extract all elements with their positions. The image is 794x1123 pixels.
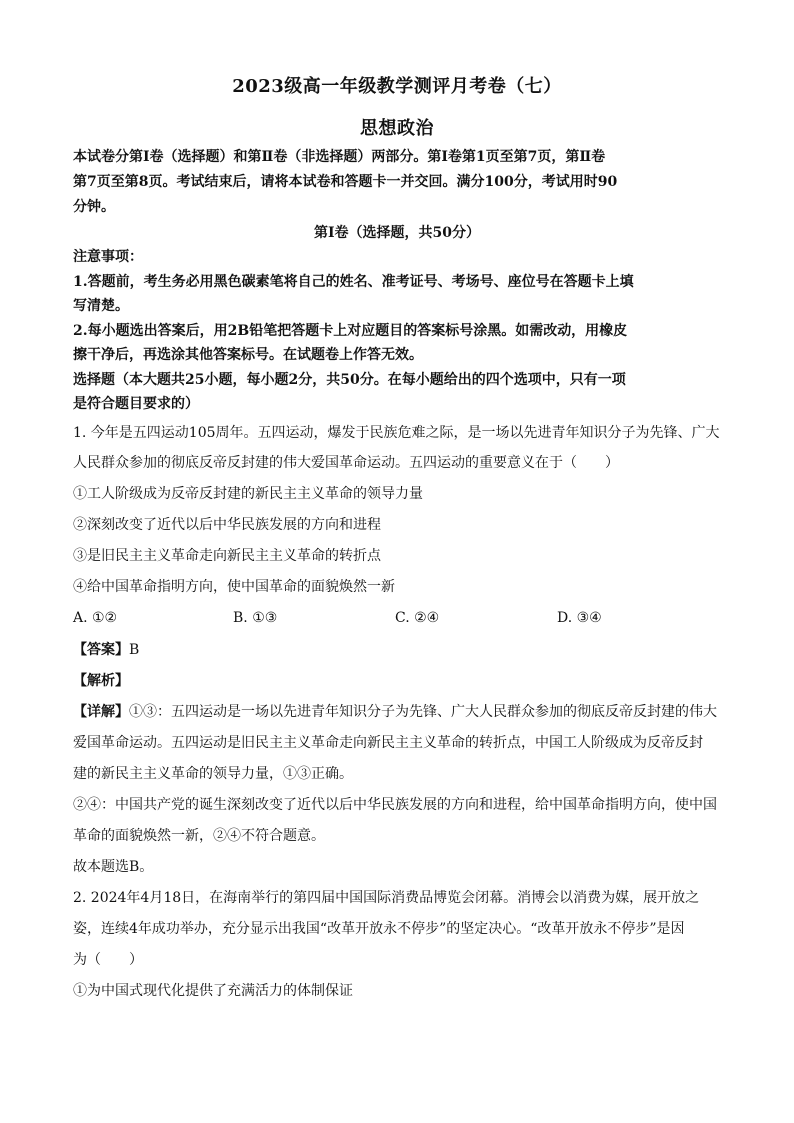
q1-detail-line: 革命的面貌焕然一新，②④不符合题意。 bbox=[73, 828, 325, 844]
q1-option-b: B. ①③ bbox=[233, 610, 278, 626]
instruction-line: 是符合题目要求的） bbox=[73, 396, 199, 412]
subject-title: 思想政治 bbox=[360, 118, 434, 139]
q2-stem-line: 为（ ） bbox=[73, 952, 143, 968]
q1-statement: ④给中国革命指明方向，使中国革命的面貌焕然一新 bbox=[73, 579, 395, 595]
intro-line: 第7页至第8页。考试结束后，请将本试卷和答题卡一并交回。满分100分，考试用时90 bbox=[73, 174, 618, 190]
answer-value: B bbox=[129, 642, 140, 658]
section-title: 第Ⅰ卷（选择题，共50分） bbox=[313, 225, 481, 241]
analysis-tag: 【解析】 bbox=[73, 673, 129, 689]
q1-option-d: D. ③④ bbox=[557, 610, 602, 626]
instruction-line: 选择题（本大题共25小题，每小题2分，共50分。在每小题给出的四个选项中，只有一项 bbox=[73, 372, 626, 388]
q1-stem-line: 人民群众参加的彻底反帝反封建的伟大爱国革命运动。五四运动的重要意义在于（ ） bbox=[73, 455, 619, 471]
q1-statement: ③是旧民主主义革命走向新民主主义革命的转折点 bbox=[73, 548, 381, 564]
q1-statement: ①工人阶级成为反帝反封建的新民主主义革命的领导力量 bbox=[73, 486, 423, 502]
q1-option-c: C. ②④ bbox=[395, 610, 440, 626]
q2-stem-line: 姿，连续4年成功举办，充分显示出我国“改革开放永不停步”的坚定决心。“改革开放永不停步”是因 bbox=[73, 921, 685, 937]
answer-tag: 【答案】 bbox=[73, 642, 129, 658]
intro-line: 分钟。 bbox=[73, 199, 115, 215]
q1-statement: ②深刻改变了近代以后中华民族发展的方向和进程 bbox=[73, 517, 381, 533]
note-line: 1.答题前，考生务必用黑色碳素笔将自己的姓名、准考证号、考场号、座位号在答题卡上填 bbox=[73, 274, 634, 290]
q2-statement: ①为中国式现代化提供了充满活力的体制保证 bbox=[73, 983, 353, 999]
intro-line: 本试卷分第Ⅰ卷（选择题）和第Ⅱ卷（非选择题）两部分。第Ⅰ卷第1页至第7页，第Ⅱ卷 bbox=[73, 149, 606, 165]
q1-option-a: A. ①② bbox=[73, 610, 118, 626]
q1-detail-line bbox=[73, 702, 733, 722]
detail-text: ①③：五四运动是一场以先进青年知识分子为先锋、广大人民群众参加的彻底反帝反封建的伟大 bbox=[129, 704, 717, 720]
note-line: 擦干净后，再选涂其他答案标号。在试题卷上作答无效。 bbox=[73, 347, 423, 363]
q1-answer bbox=[73, 640, 733, 660]
note-line: 2.每小题选出答案后，用2B铅笔把答题卡上对应题目的答案标号涂黑。如需改动，用橡皮 bbox=[73, 323, 628, 339]
q1-detail-line: 故本题选B。 bbox=[73, 859, 154, 875]
q1-stem-line: 1. 今年是五四运动105周年。五四运动，爆发于民族危难之际，是一场以先进青年知识分子为先锋、广大 bbox=[73, 425, 720, 441]
exam-title: 2023级高一年级教学测评月考卷（七） bbox=[232, 76, 562, 97]
detail-tag: 【详解】 bbox=[73, 704, 129, 720]
q1-detail-line: 建的新民主主义革命的领导力量，①③正确。 bbox=[73, 766, 353, 782]
notes-heading: 注意事项： bbox=[73, 249, 143, 265]
q1-detail-line: ②④：中国共产党的诞生深刻改变了近代以后中华民族发展的方向和进程，给中国革命指明方向，使中国 bbox=[73, 797, 717, 813]
note-line: 写清楚。 bbox=[73, 298, 129, 314]
q2-stem-line: 2. 2024年4月18日，在海南举行的第四届中国国际消费品博览会闭幕。消博会以消费为媒，展开放之 bbox=[73, 890, 700, 906]
q1-analysis-tag bbox=[73, 671, 733, 691]
q1-detail-line: 爱国革命运动。五四运动是旧民主主义革命走向新民主主义革命的转折点，中国工人阶级成为反帝反封 bbox=[73, 735, 703, 751]
